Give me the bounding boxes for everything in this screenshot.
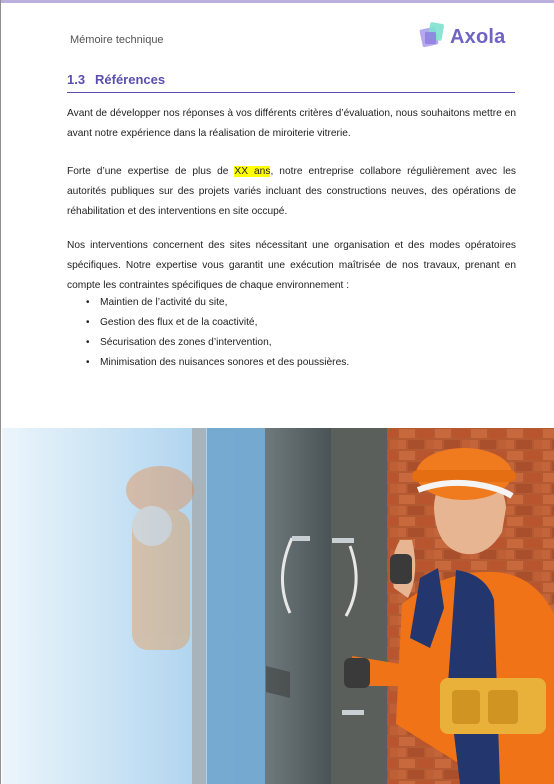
bullet-item: • Maintien de l’activité du site, xyxy=(67,293,516,313)
logo-text: Axola xyxy=(450,26,506,48)
photo-illustration xyxy=(2,428,554,784)
paragraph-expertise xyxy=(67,162,516,222)
company-logo xyxy=(418,20,518,54)
bullet-item: • Sécurisation des zones d’intervention, xyxy=(67,333,516,353)
section-number: 1.3 xyxy=(67,72,86,87)
worker-window-installation-photo xyxy=(2,428,554,784)
paragraph-intro: Avant de développer nos réponses à vos différents critères d’évaluation, nous souhaitons mettre en avant notre expérience dans la réalisation de miroiterie vitrerie. xyxy=(67,108,516,139)
bullet-item: • Minimisation des nuisances sonores et des poussières. xyxy=(67,353,516,373)
section-title: Références xyxy=(95,72,166,87)
axola-logo-icon xyxy=(418,20,448,54)
page-left-border xyxy=(0,0,1,784)
top-accent-rule xyxy=(0,0,554,3)
section-title-underline xyxy=(67,92,515,93)
constraints-bullet-list xyxy=(67,293,516,373)
highlighted-years: XX ans xyxy=(234,166,271,177)
paragraph-interventions: Nos interventions concernent des sites nécessitant une organisation et des modes opératoires spécifiques. Notre expertise vous garantit une exécution maîtrisée de nos travaux, prenant en compte les contraintes spécifiques de chaque environnement : xyxy=(67,240,516,291)
bullet-item: • Gestion des flux et de la coactivité, xyxy=(67,313,516,333)
paragraph-expertise-start: Forte d’une expertise de plus de xyxy=(67,166,235,177)
paragraph-expertise-end: , notre entreprise collabore régulièrement avec les autorités publiques sur des projets variés incluant des constructions neuves, des opérations de réhabilitation et des interventions en site occupé. xyxy=(67,166,516,217)
document-label: Mémoire technique xyxy=(70,34,164,46)
